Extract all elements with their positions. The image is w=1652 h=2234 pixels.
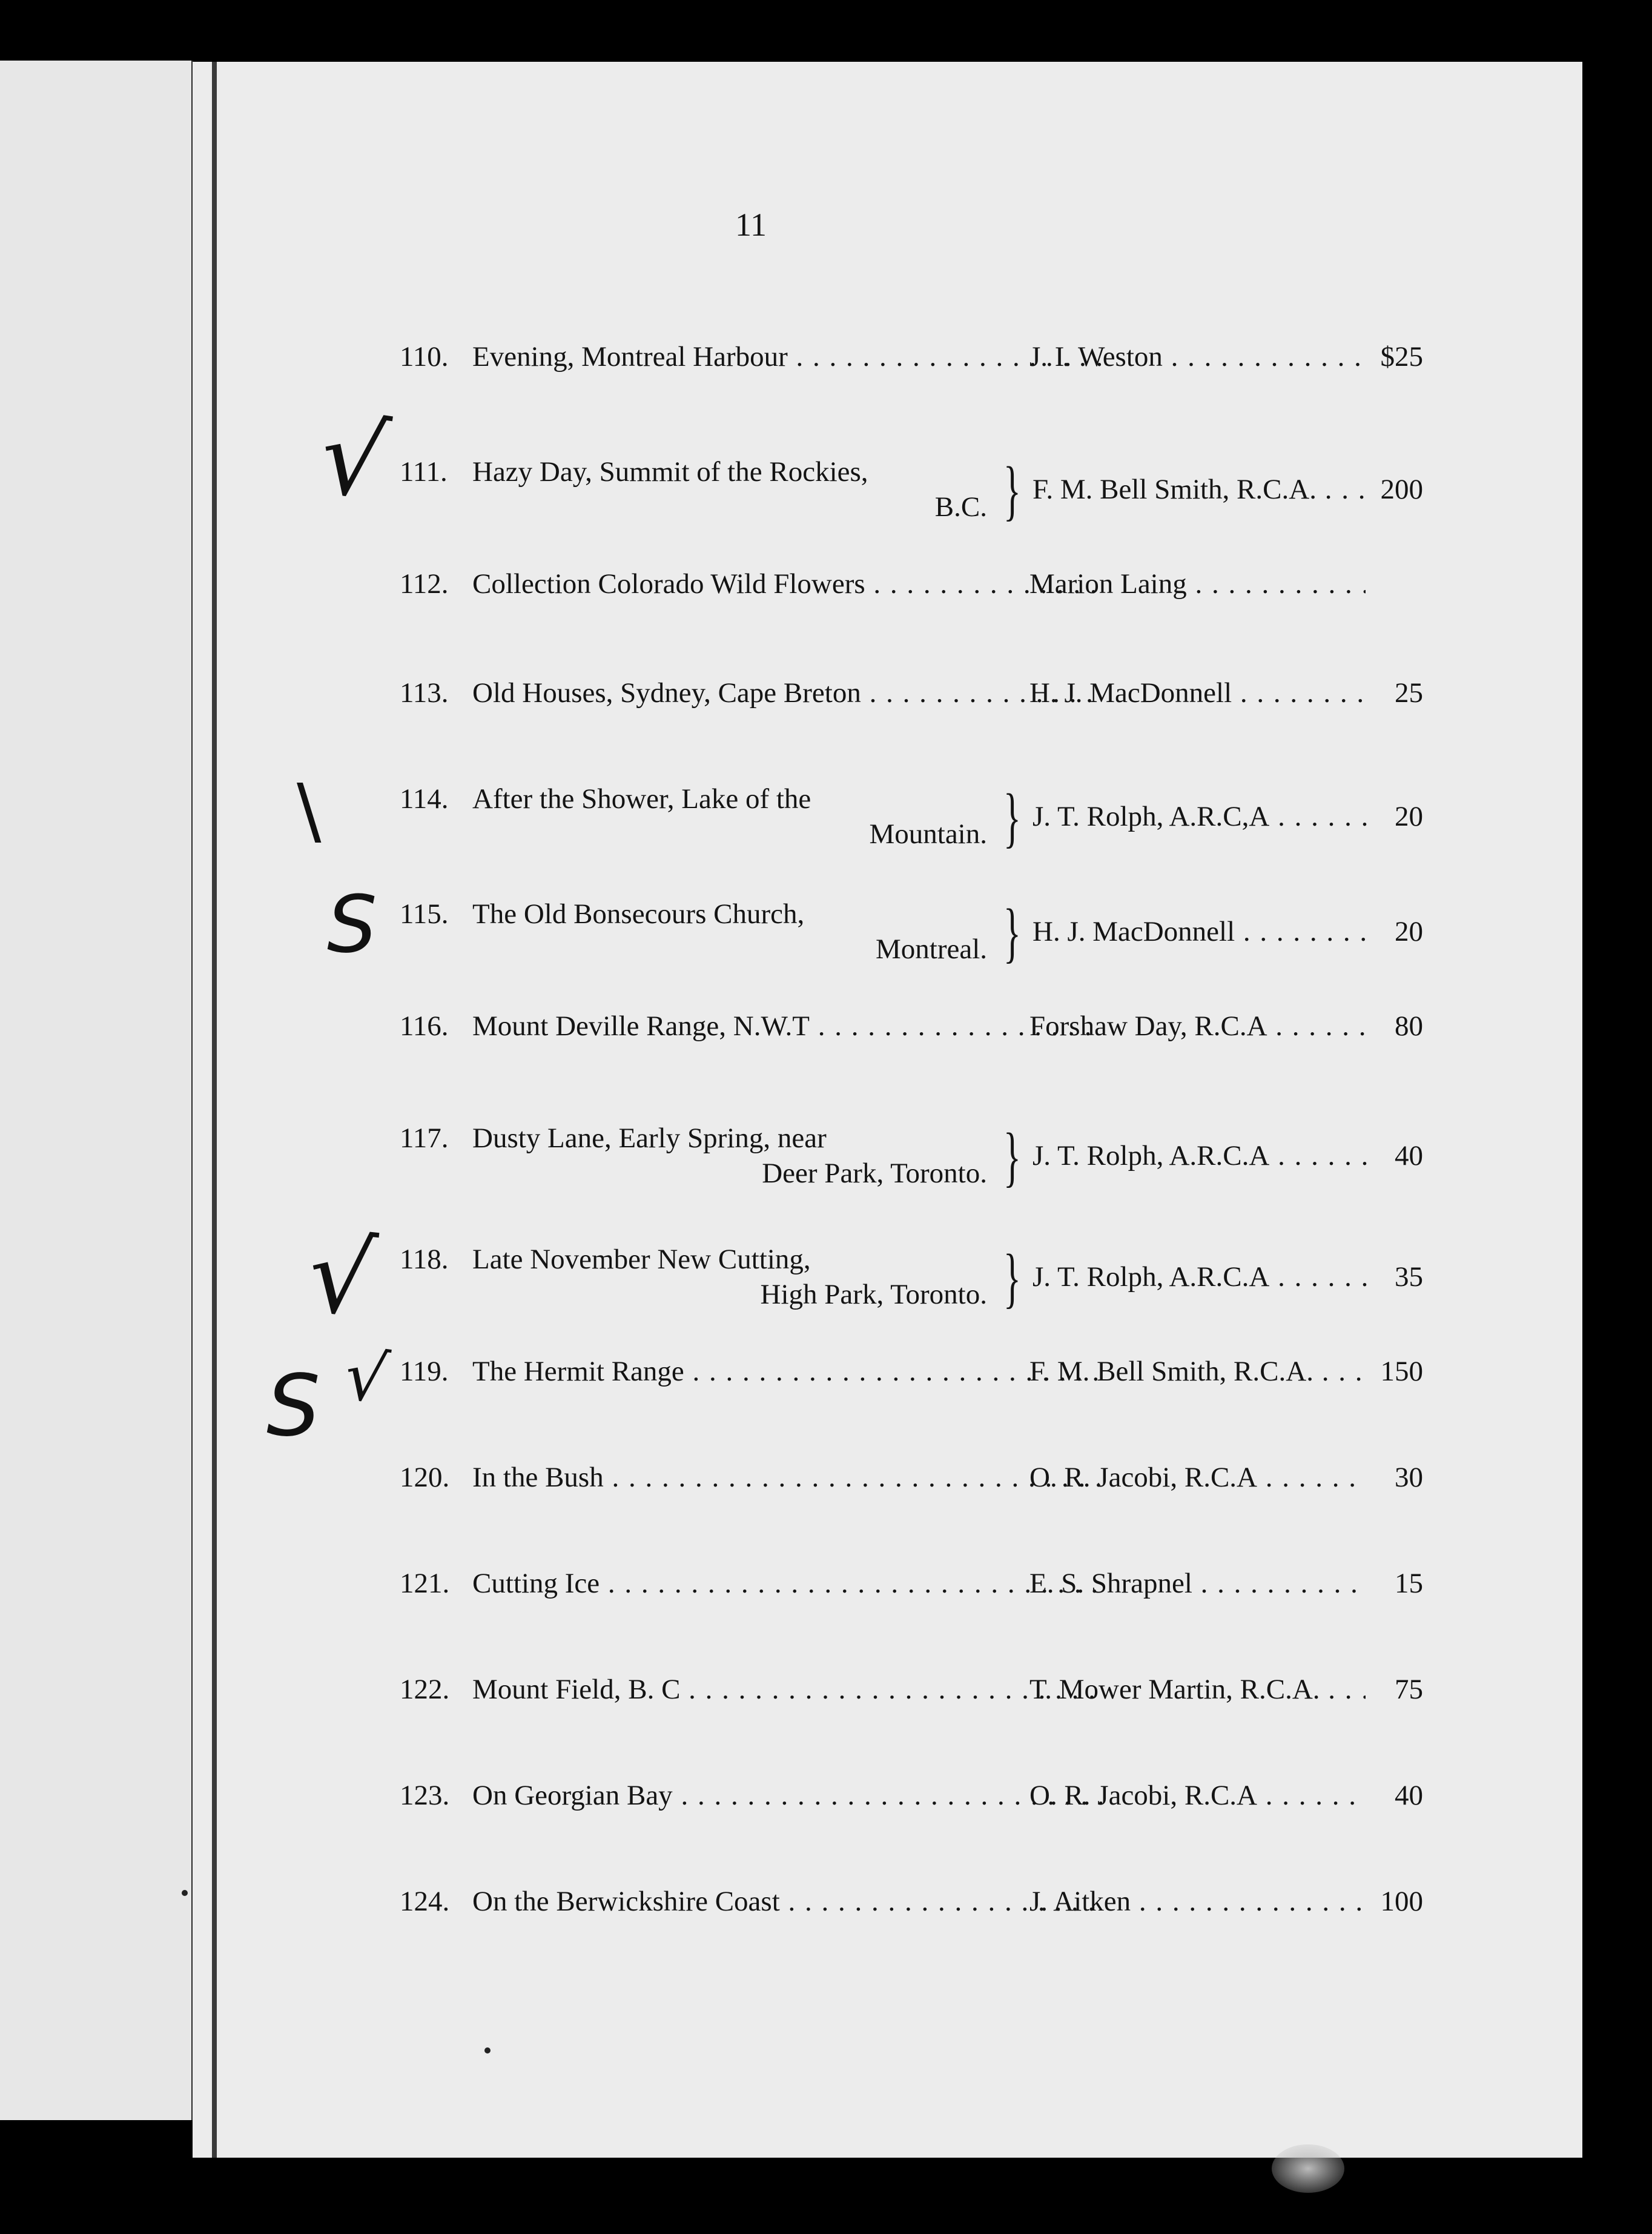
entry-number: 112. bbox=[400, 568, 449, 600]
entry-title bbox=[472, 1778, 1102, 1813]
entry-number: 121. bbox=[400, 1568, 450, 1599]
entry-title-line: Mount Deville Range, N.W.T bbox=[472, 1010, 810, 1042]
entry-title-line: Mount Field, B. C bbox=[472, 1674, 681, 1705]
entry-title bbox=[472, 781, 987, 852]
entry-number: 119. bbox=[400, 1356, 449, 1387]
entry-artist: T. Mower Martin, R.C.A. . . . bbox=[1029, 1672, 1366, 1707]
ink-speck bbox=[182, 1890, 188, 1896]
entry-price: 75 bbox=[1395, 1674, 1423, 1705]
entry-title bbox=[472, 675, 1102, 711]
entry-price: 40 bbox=[1395, 1780, 1423, 1811]
entry-title-line: Deer Park, Toronto. bbox=[762, 1158, 987, 1189]
entry-title-line: High Park, Toronto. bbox=[760, 1279, 987, 1310]
facing-page bbox=[0, 61, 193, 2120]
entry-price: 15 bbox=[1395, 1568, 1423, 1599]
entry-artist: H. J. MacDonnell . . . bbox=[1029, 675, 1366, 711]
entry-title-line: Hazy Day, Summit of the Rockies, bbox=[472, 456, 868, 488]
handwritten-check-mark-111: √ bbox=[312, 396, 395, 524]
entry-title-line: Collection Colorado Wild Flowers bbox=[472, 568, 865, 600]
brace-symbol: } bbox=[1003, 780, 1021, 854]
handwritten-check-mark-118: √ bbox=[302, 1214, 381, 1341]
entry-artist: O. R. Jacobi, R.C.A . . . bbox=[1029, 1460, 1366, 1495]
entry-title bbox=[472, 339, 1102, 374]
entry-number: 113. bbox=[400, 677, 449, 709]
handwritten-s-mark-119: S bbox=[266, 1357, 320, 1456]
entry-number: 118. bbox=[400, 1244, 449, 1275]
entry-title bbox=[472, 1672, 1102, 1707]
entry-artist: Forshaw Day, R.C.A . . . bbox=[1029, 1009, 1366, 1044]
entry-title bbox=[472, 1121, 987, 1191]
entry-title-line: In the Bush bbox=[472, 1462, 604, 1493]
entry-number: 115. bbox=[400, 898, 449, 930]
entry-artist: O. R. Jacobi, R.C.A . . . bbox=[1029, 1778, 1366, 1813]
ink-speck bbox=[484, 2047, 491, 2053]
entry-title-line: Cutting Ice bbox=[472, 1568, 600, 1599]
entry-price: 20 bbox=[1395, 801, 1423, 832]
entry-number: 122. bbox=[400, 1674, 450, 1705]
entry-title bbox=[472, 1009, 1102, 1044]
entry-artist: F. M. Bell Smith, R.C.A. . . . bbox=[1029, 1354, 1366, 1389]
page-number: 11 bbox=[735, 207, 767, 243]
handwritten-check-mark-119: √ bbox=[340, 1336, 393, 1419]
entry-title-line: B.C. bbox=[934, 491, 987, 523]
entry-price: 20 bbox=[1395, 916, 1423, 947]
page-smudge bbox=[1272, 2144, 1344, 2193]
entry-title-line: On Georgian Bay bbox=[472, 1780, 673, 1811]
entry-title-line: Mountain. bbox=[869, 818, 987, 850]
handwritten-s-mark-115: S bbox=[327, 878, 377, 970]
entry-number: 120. bbox=[400, 1462, 450, 1493]
entry-title-line: The Hermit Range bbox=[472, 1356, 684, 1387]
entry-number: 110. bbox=[400, 341, 449, 373]
entry-title bbox=[472, 1566, 1102, 1601]
entry-number: 111. bbox=[400, 456, 448, 488]
brace-symbol: } bbox=[1003, 895, 1021, 969]
entry-artist: J. Aitken . . . bbox=[1029, 1884, 1366, 1919]
entry-price: 35 bbox=[1395, 1261, 1423, 1293]
catalogue-page bbox=[193, 62, 1582, 2158]
entry-number: 124. bbox=[400, 1886, 450, 1917]
entry-number: 116. bbox=[400, 1010, 449, 1042]
entry-price: $25 bbox=[1380, 341, 1423, 373]
entry-price: 25 bbox=[1395, 677, 1423, 709]
entry-artist: J. I. Weston . . . bbox=[1029, 339, 1366, 374]
entry-title-line: Old Houses, Sydney, Cape Breton bbox=[472, 677, 861, 709]
entry-artist: F. M. Bell Smith, R.C.A. . . . bbox=[1032, 472, 1369, 507]
entry-artist: J. T. Rolph, A.R.C.A . . . bbox=[1032, 1138, 1369, 1173]
entry-price: 100 bbox=[1380, 1886, 1423, 1917]
entry-title-line: The Old Bonsecours Church, bbox=[472, 898, 805, 930]
entry-price: 80 bbox=[1395, 1010, 1423, 1042]
entry-price: 150 bbox=[1380, 1356, 1423, 1387]
brace-symbol: } bbox=[1003, 453, 1021, 527]
entry-artist: E. S. Shrapnel . . . bbox=[1029, 1566, 1366, 1601]
entry-price: 30 bbox=[1395, 1462, 1423, 1493]
entry-number: 123. bbox=[400, 1780, 450, 1811]
entry-title-line: Montreal. bbox=[875, 933, 987, 965]
entry-number: 117. bbox=[400, 1122, 449, 1154]
entry-price: 200 bbox=[1380, 474, 1423, 505]
entry-artist: J. T. Rolph, A.R.C.A . . . bbox=[1032, 1259, 1369, 1294]
brace-symbol: } bbox=[1003, 1241, 1021, 1314]
entry-artist: Marion Laing . . . bbox=[1029, 566, 1366, 602]
entry-artist: J. T. Rolph, A.R.C,A . . . bbox=[1032, 799, 1369, 834]
entry-title bbox=[472, 1460, 1102, 1495]
entry-title-line: Evening, Montreal Harbour bbox=[472, 341, 788, 373]
brace-symbol: } bbox=[1003, 1119, 1021, 1193]
entry-artist: H. J. MacDonnell . . . bbox=[1032, 914, 1369, 949]
entry-title-line: After the Shower, Lake of the bbox=[472, 783, 811, 815]
handwritten-stroke-114: \ bbox=[297, 769, 322, 853]
page-gutter bbox=[212, 62, 217, 2158]
entry-title bbox=[472, 1884, 1102, 1919]
entry-title bbox=[472, 454, 987, 525]
entry-price: 40 bbox=[1395, 1140, 1423, 1172]
entry-title-line: Dusty Lane, Early Spring, near bbox=[472, 1122, 827, 1154]
entry-title bbox=[472, 1242, 987, 1312]
entry-title bbox=[472, 897, 987, 967]
entry-title bbox=[472, 1354, 1102, 1389]
entry-number: 114. bbox=[400, 783, 449, 815]
entry-title-line: Late November New Cutting, bbox=[472, 1244, 811, 1275]
entry-title bbox=[472, 566, 1102, 602]
entry-title-line: On the Berwickshire Coast bbox=[472, 1886, 780, 1917]
